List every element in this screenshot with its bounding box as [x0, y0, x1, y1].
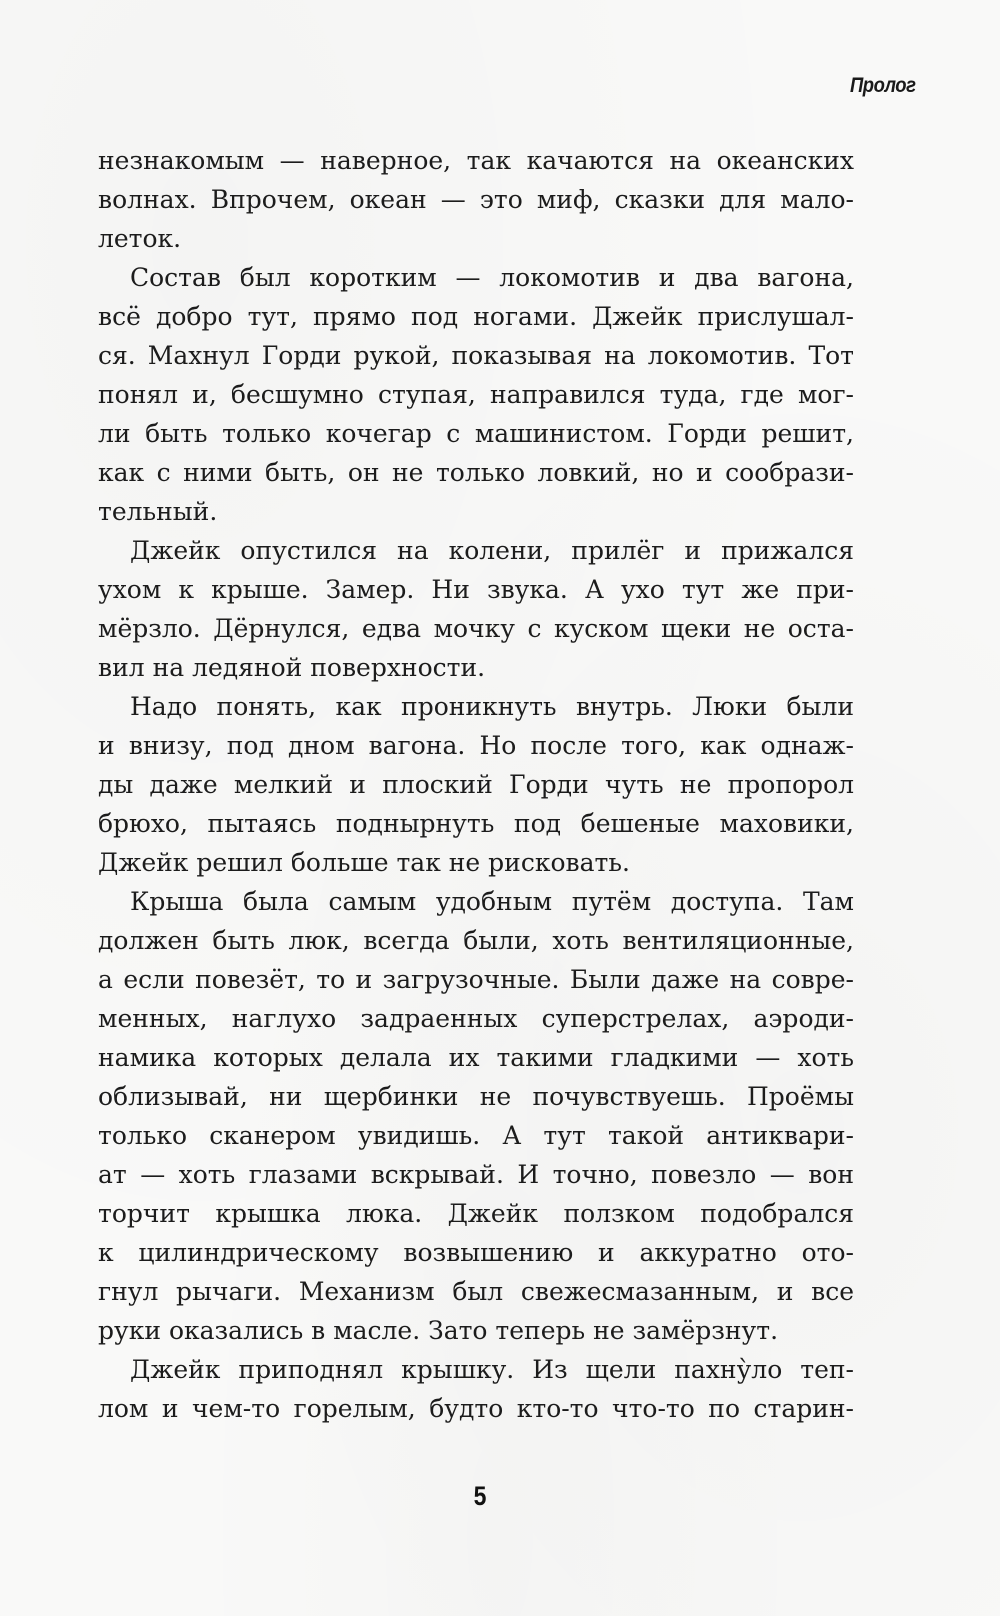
- text-line: лом и чем-то горелым, будто кто-то что-то по старин-: [98, 1394, 854, 1423]
- text-line: ат — хоть глазами вскрывай. И точно, повезло — вон: [98, 1160, 854, 1189]
- text-line: ся. Махнул Горди рукой, показывая на локомотив. Тот: [98, 341, 854, 370]
- text-line: менных, наглухо задраенных суперстрелах, аэроди-: [98, 1004, 854, 1033]
- text-line: гнул рычаги. Механизм был свежесмазанным, и все: [98, 1277, 854, 1306]
- text-line: Джейк решил больше так не рисковать.: [98, 848, 630, 877]
- text-line: Надо понять, как проникнуть внутрь. Люки были: [130, 692, 854, 721]
- text-line: только сканером увидишь. А тут такой антиквари-: [98, 1121, 854, 1150]
- body-text: [98, 141, 854, 1428]
- text-line: руки оказались в масле. Зато теперь не замёрзнут.: [98, 1316, 779, 1345]
- text-line: должен быть люк, всегда были, хоть вентиляционные,: [98, 926, 854, 955]
- text-line: намика которых делала их такими гладкими — хоть: [98, 1043, 854, 1072]
- text-line: мёрзло. Дёрнулся, едва мочку с куском щеки не оста-: [98, 614, 854, 643]
- text-line: Джейк приподнял крышку. Из щели пахну̀ло теп-: [130, 1355, 854, 1384]
- text-line: как с ними быть, он не только ловкий, но и сообрази-: [98, 458, 854, 487]
- text-line: всё добро тут, прямо под ногами. Джейк прислушал-: [98, 302, 854, 331]
- text-line: незнакомым — наверное, так качаются на океанских: [98, 146, 854, 175]
- text-line: Джейк опустился на колени, прилёг и прижался: [130, 536, 854, 565]
- text-line: Крыша была самым удобным путём доступа. Там: [130, 887, 854, 916]
- text-line: облизывай, ни щербинки не почувствуешь. Проёмы: [98, 1082, 854, 1111]
- text-line: а если повезёт, то и загрузочные. Были даже на совре-: [98, 965, 854, 994]
- text-line: ухом к крыше. Замер. Ни звука. А ухо тут же при-: [98, 575, 854, 604]
- text-line: к цилиндрическому возвышению и аккуратно ото-: [98, 1238, 854, 1267]
- text-line: леток.: [98, 224, 182, 253]
- text-line: Состав был коротким — локомотив и два вагона,: [130, 263, 854, 292]
- text-line: волнах. Впрочем, океан — это миф, сказки для мало-: [98, 185, 854, 214]
- text-line: брюхо, пытаясь поднырнуть под бешеные маховики,: [98, 809, 854, 838]
- text-line: понял и, бесшумно ступая, направился туда, где мог-: [98, 380, 854, 409]
- text-line: и внизу, под дном вагона. Но после того, как однаж-: [98, 731, 854, 760]
- text-line: торчит крышка люка. Джейк ползком подобрался: [98, 1199, 854, 1228]
- page-number: 5: [473, 1481, 487, 1511]
- text-line: ды даже мелкий и плоский Горди чуть не пропорол: [98, 770, 854, 799]
- text-line: тельный.: [98, 497, 218, 526]
- running-head: Пролог: [850, 74, 916, 97]
- text-line: ли быть только кочегар с машинистом. Горди решит,: [98, 419, 854, 448]
- text-line: вил на ледяной поверхности.: [98, 653, 486, 682]
